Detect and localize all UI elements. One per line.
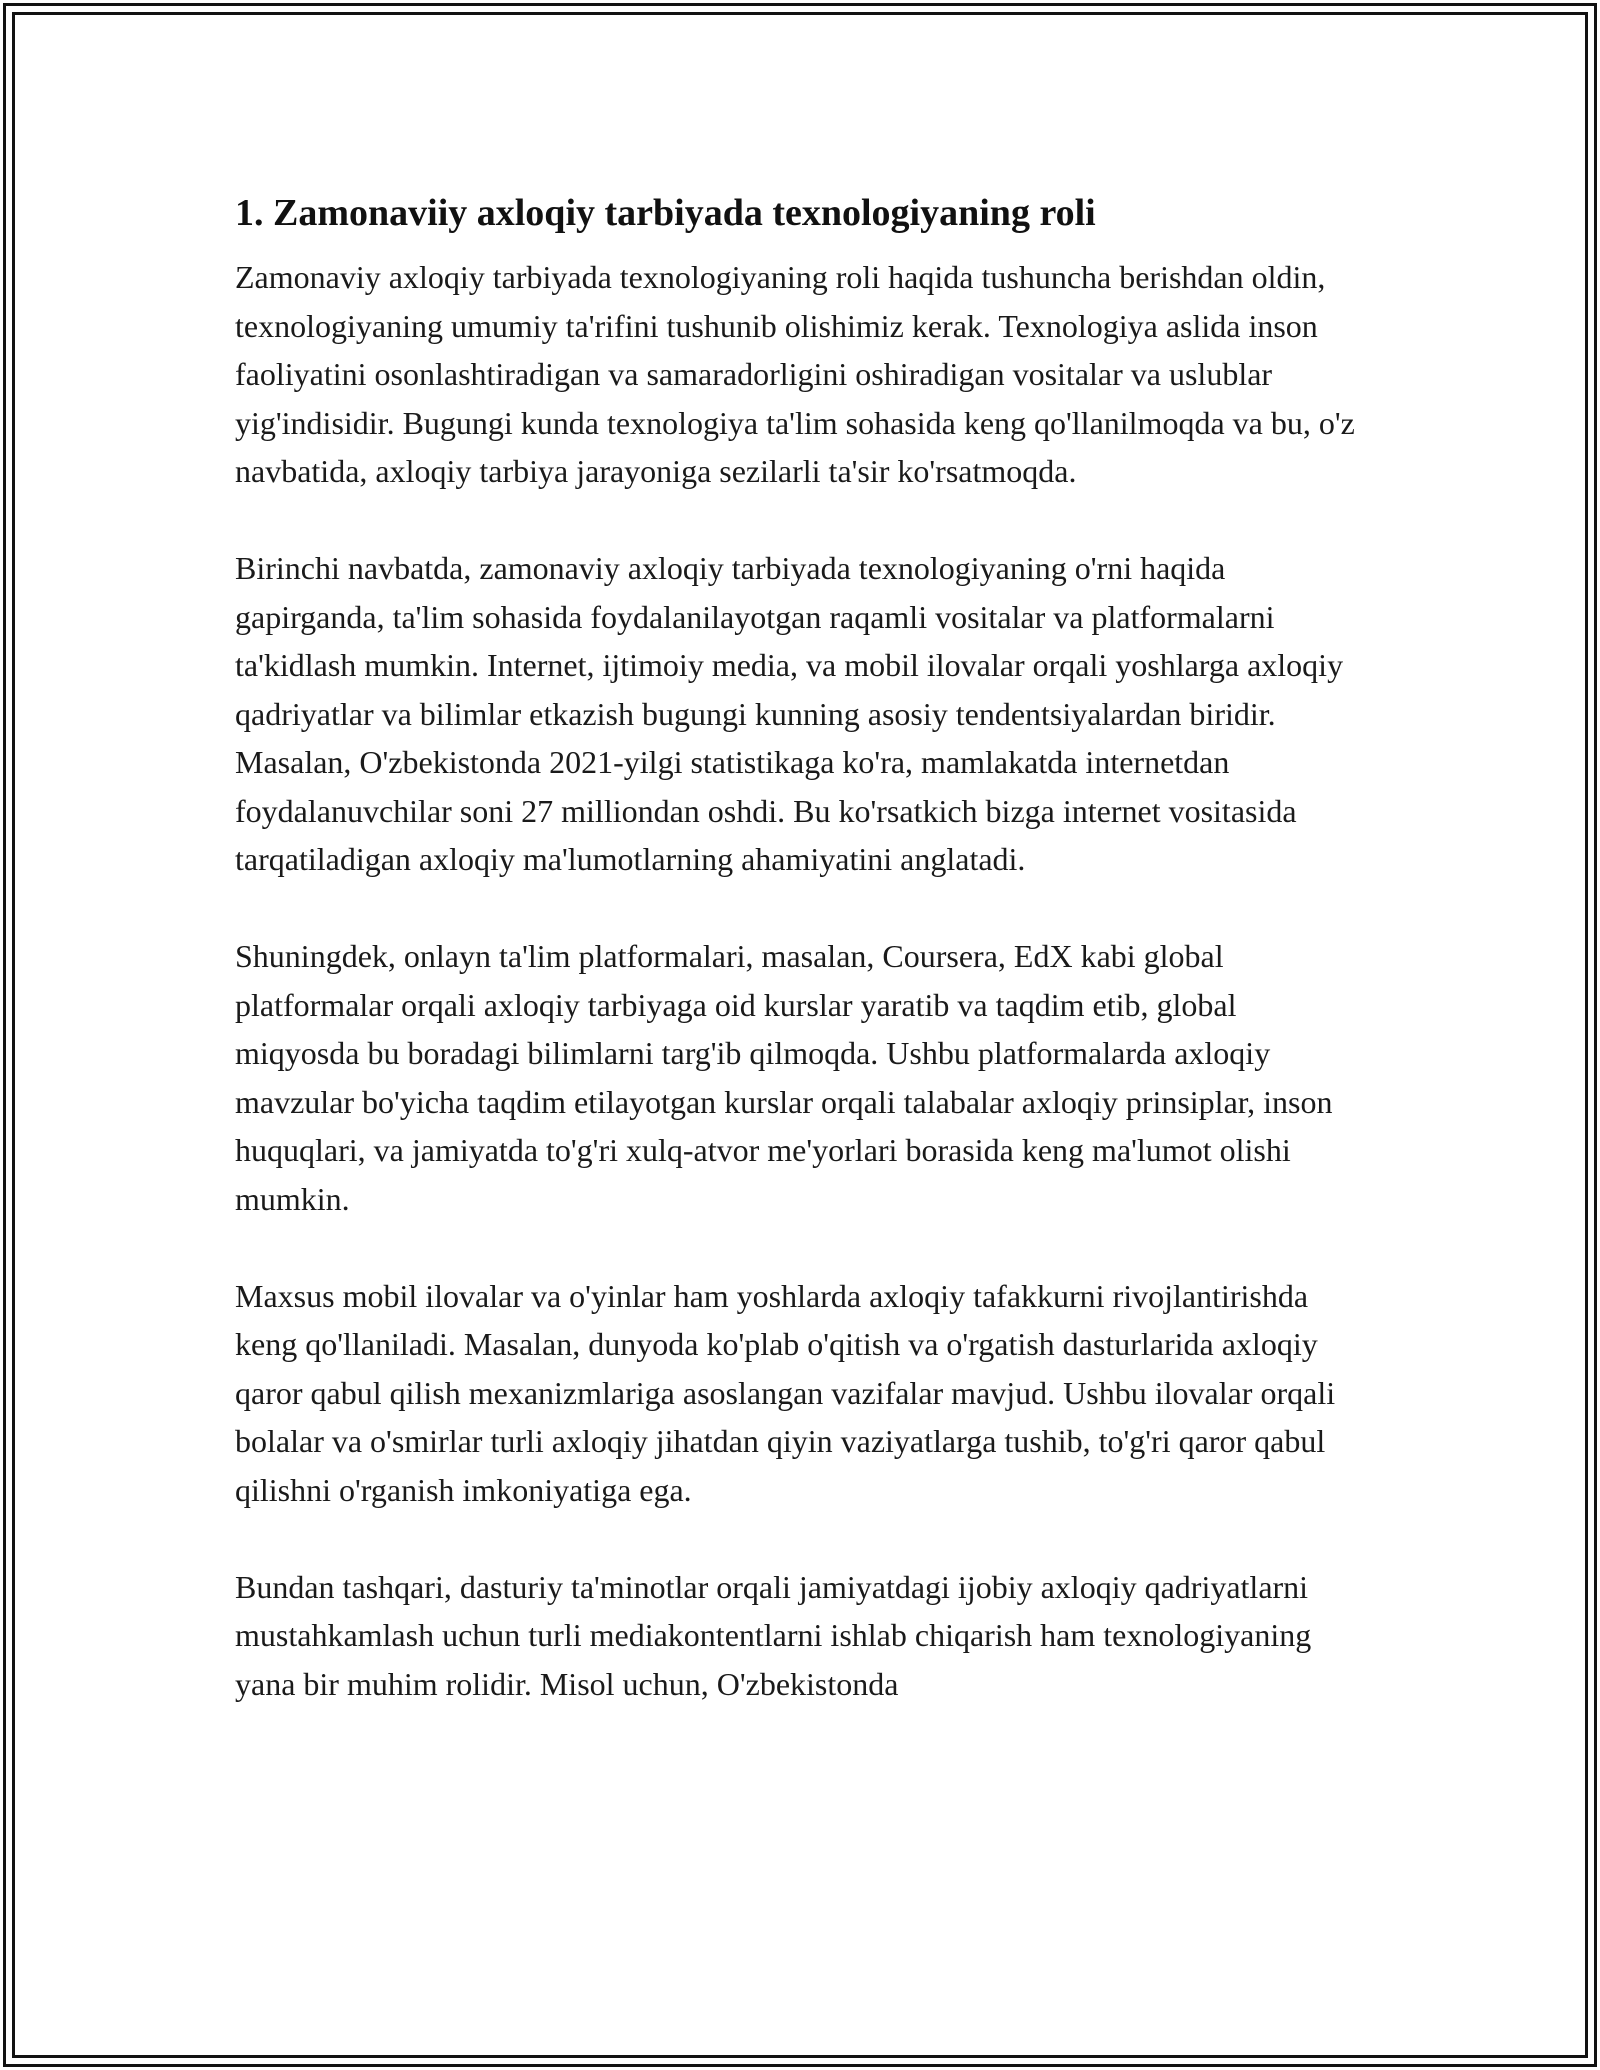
paragraph-2: Birinchi navbatda, zamonaviy axloqiy tarbiyada texnologiyaning o'rni haqida gapirganda, ta'lim sohasida foydalanilayotgan raqamli vositalar va platformalarni ta'kidlash mumkin. Internet, ijtimoiy media, va mobil ilovalar orqali yoshlarga axloqiy qadriyatlar va bilimlar etkazish bugungi kunning asosiy tendentsiyalardan biridir. Masalan, O'zbekistonda 2021-yilgi statistikaga ko'ra, mamlakatda internetdan foydalanuvchilar soni 27 milliondan oshdi. Bu ko'rsatkich bizga internet vositasida tarqatiladigan axloqiy ma'lumotlarning ahamiyatini anglatadi.: [235, 550, 1344, 877]
section-heading: 1. Zamonaviiy axloqiy tarbiyada texnologiyaning roli: [235, 192, 1096, 234]
paragraph-3: Shuningdek, onlayn ta'lim platformalari, masalan, Coursera, EdX kabi global platformalar orqali axloqiy tarbiyaga oid kurslar yaratib va taqdim etib, global miqyosda bu boradagi bilimlarni targ'ib qilmoqda. Ushbu platformalarda axloqiy mavzular bo'yicha taqdim etilayotgan kurslar orqali talabalar axloqiy prinsiplar, inson huquqlari, va jamiyatda to'g'ri xulq-atvor me'yorlari borasida keng ma'lumot olishi mumkin.: [235, 938, 1333, 1217]
paragraph-1: Zamonaviy axloqiy tarbiyada texnologiyaning roli haqida tushuncha berishdan oldin, texnologiyaning umumiy ta'rifini tushunib olishimiz kerak. Texnologiya aslida inson faoliyatini osonlashtiradigan va samaradorligini oshiradigan vositalar va uslublar yig'indisidir. Bugungi kunda texnologiya ta'lim sohasida keng qo'llanilmoqda va bu, o'z navbatida, axloqiy tarbiya jarayoniga sezilarli ta'sir ko'rsatmoqda.: [235, 259, 1355, 489]
paragraph-5: Bundan tashqari, dasturiy ta'minotlar orqali jamiyatdagi ijobiy axloqiy qadriyatlarni mustahkamlash uchun turli mediakontentlarni ishlab chiqarish ham texnologiyaning yana bir muhim rolidir. Misol uchun, O'zbekistonda: [235, 1568, 1312, 1702]
paragraph-4: Maxsus mobil ilovalar va o'yinlar ham yoshlarda axloqiy tafakkurni rivojlantirishda keng qo'llaniladi. Masalan, dunyoda ko'plab o'qitish va o'rgatish dasturlarida axloqiy qaror qabul qilish mexanizmlariga asoslangan vazifalar mavjud. Ushbu ilovalar orqali bolalar va o'smirlar turli axloqiy jihatdan qiyin vaziyatlarga tushib, to'g'ri qaror qabul qilishni o'rganish imkoniyatiga ega.: [235, 1277, 1336, 1508]
document-body: [235, 185, 1365, 1757]
